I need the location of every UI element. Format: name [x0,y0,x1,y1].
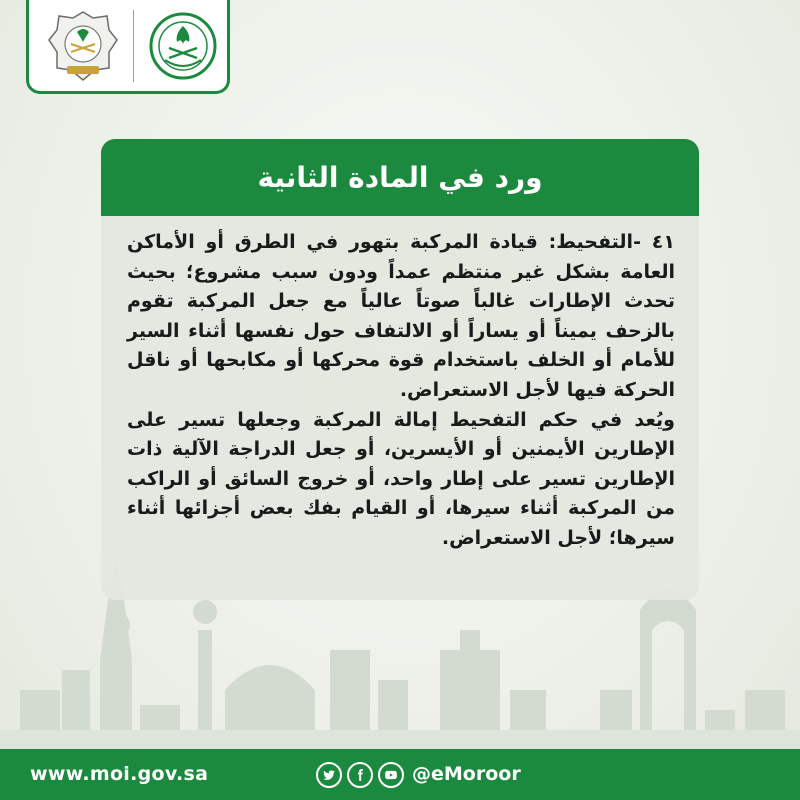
footer-bar [0,749,800,800]
card-body [101,216,699,600]
facebook-icon[interactable] [347,762,373,788]
twitter-icon[interactable] [316,762,342,788]
logo-divider [133,10,134,82]
social-handle[interactable]: @eMoroor [412,763,521,785]
website-link[interactable]: www.moi.gov.sa [30,763,209,785]
definition-text [127,228,675,554]
definition-paragraph: قيادة المركبة بتهور في الطرق أو الأماكن العامة بشكل غير منتظم عمداً ودون سبب مشروع؛ بحيث تحدث الإطارات غالباً صوتاً عالياً مع جعل المركبة تقوم بالزحف يميناً أو يساراً أو الالتفاف حول نفسها أثناء السير للأمام أو الخلف باستخدام قوة محركها أو مكابحها أو ناقل الحركة فيها لأجل الاستعراض. [127,231,675,401]
youtube-icon[interactable] [378,762,404,788]
header-logos [26,0,230,94]
public-security-traffic-emblem-icon [43,8,123,86]
term-label: ٤١ -التفحيط: [548,231,675,253]
ministry-of-interior-emblem-icon [147,10,219,82]
card-title: ورد في المادة الثانية [101,139,699,216]
content-card [101,139,699,600]
social-icons [316,762,404,788]
additional-paragraph: ويُعد في حكم التفحيط إمالة المركبة وجعلها تسير على الإطارين الأيمنين أو الأيسرين، أو جعل الدراجة الآلية ذات الإطارين تسير على إطار واحد، أو خروج السائق أو الراكب من المركبة أثناء سيرها، أو القيام بفك بعض أجزائها أثناء سيرها؛ لأجل الاستعراض. [127,408,675,549]
